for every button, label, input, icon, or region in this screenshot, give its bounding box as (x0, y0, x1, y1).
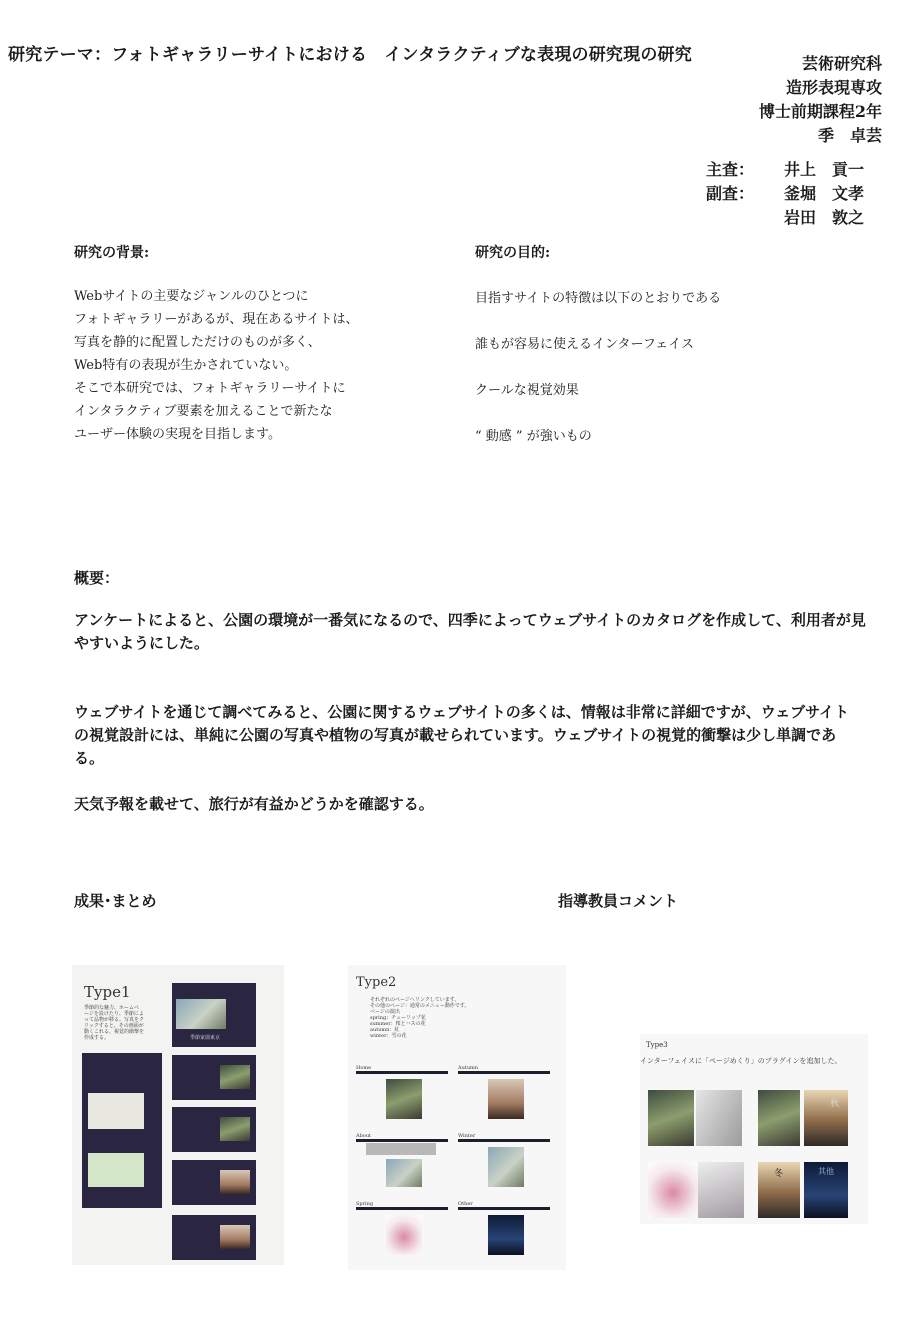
type2-page-mockup (356, 1133, 448, 1191)
purpose-line: 誰もが容易に使えるインターフェイス (475, 337, 695, 352)
background-line: 写真を静的に配置しただけのものが多く、 (74, 335, 321, 350)
park-photo (220, 1170, 250, 1194)
background-heading: 研究の背景: (74, 245, 150, 261)
results-heading: 成果･まとめ (74, 892, 157, 910)
purpose-list (475, 287, 855, 471)
type1-figure (72, 965, 284, 1265)
page-header-bar (458, 1071, 550, 1074)
type3-photo (648, 1090, 694, 1146)
type3-photo (804, 1162, 848, 1218)
deputy-examiner-name: 岩田 敦之 (784, 208, 865, 227)
background-text (74, 285, 404, 446)
advisor-comment-heading: 指導教員コメント (558, 892, 679, 910)
type2-desc-line: それぞれのページへリンクしています。 (370, 997, 460, 1003)
page-section-label: Home (356, 1065, 372, 1071)
season-glyph: 冬 (774, 1169, 784, 1179)
screenshot-caption: 季節家園東京 (190, 1035, 221, 1041)
affiliation-graduate-school: 芸術研究科 (801, 54, 882, 73)
purpose-line: 目指すサイトの特徴は以下のとおりである (475, 291, 722, 306)
spacer (706, 206, 784, 230)
type1-screenshot (172, 1215, 256, 1260)
type2-description (370, 997, 520, 1039)
chief-examiner-name: 井上 貢一 (784, 160, 865, 179)
type3-photo (758, 1090, 800, 1146)
type1-screenshot (172, 1055, 256, 1100)
type2-page-mockup (458, 1065, 550, 1123)
type3-description: インターフェイスに「ページめくり」のプラグインを追加した。 (640, 1057, 842, 1065)
overview-paragraph: アンケートによると、公園の環境が一番気になるので、四季によってウェブサイトのカタログを作成して、利用者が見やすいようにした。 (74, 611, 866, 652)
chief-examiner-label: 主査： (706, 160, 755, 179)
page-section-label: Other (458, 1201, 473, 1207)
type2-desc-line: その他のページ：通常のメニュー動作です。 (370, 1003, 470, 1009)
page-section-label: About (356, 1133, 372, 1139)
page-photo (488, 1147, 524, 1187)
page-content-block (366, 1143, 436, 1155)
page-section-label: Autumn (458, 1065, 479, 1071)
type1-label: Type1 (84, 983, 131, 1001)
park-photo (220, 1117, 250, 1141)
map-image (88, 1093, 144, 1129)
page-photo (386, 1079, 422, 1119)
page-header-bar (458, 1207, 550, 1210)
deputy-examiner-label: 副査： (706, 184, 755, 203)
purpose-line: “ 動感 ” が強いもの (475, 429, 592, 444)
background-line: Webサイトの主要なジャンルのひとつに (74, 289, 309, 304)
season-glyph: 秋 (830, 1099, 840, 1109)
page-photo (488, 1079, 524, 1119)
affiliation-course: 博士前期課程2年 (758, 102, 882, 121)
park-photo (176, 999, 226, 1029)
type1-description: 季節的な魅力、ホームページを設けたり、季節によって品物が移る。写真をクリックすると、その画面が動くこれる、視覚的衝撃を作成する。 (84, 1005, 145, 1041)
page-photo (386, 1215, 422, 1255)
type2-desc-line: winter：雪の花 (370, 1033, 407, 1039)
type1-screenshot (172, 983, 256, 1047)
type3-photo (804, 1090, 848, 1146)
author-name: 季 卓芸 (817, 126, 882, 145)
type3-label: Type3 (646, 1041, 668, 1049)
overview-paragraph: 天気予報を載せて、旅行が有益かどうかを確認する。 (74, 795, 434, 813)
type3-photo (758, 1162, 800, 1218)
page-header-bar (356, 1139, 448, 1142)
park-photo (220, 1065, 250, 1089)
type3-page-flip (698, 1162, 744, 1218)
type2-desc-line: spring：チューリップ花 (370, 1015, 426, 1021)
background-line: インタラクティブ要素を加えることで新たな (74, 404, 333, 419)
background-line: フォトギャラリーがあるが、現在あるサイトは、 (74, 312, 359, 327)
type2-desc-line: ページの演出 (370, 1009, 400, 1015)
season-glyph: 其他 (818, 1167, 834, 1176)
background-line: そこで本研究では、フォトギャラリーサイトに (74, 381, 346, 396)
map-image (88, 1153, 144, 1187)
overview-paragraph: ウェブサイトを通じて調べてみると、公園に関するウェブサイトの多くは、情報は非常に詳細ですが、ウェブサイトの視覚設計には、単純に公園の写真や植物の写真が載せられています。ウェブサイトの視覚的衝撃は少し単調である。 (74, 703, 850, 767)
page-header-bar (458, 1139, 550, 1142)
background-line: ユーザー体験の実現を目指します。 (74, 427, 281, 442)
affiliation-block (759, 52, 882, 148)
affiliation-major: 造形表現専攻 (785, 78, 882, 97)
type3-figure (640, 1034, 868, 1224)
overview-heading: 概要： (74, 569, 120, 587)
type1-map-screenshot (82, 1053, 162, 1208)
deputy-examiner-name: 釜堀 文孝 (784, 184, 865, 203)
examiners-block (706, 158, 864, 230)
research-title: 研究テーマ：フォトギャラリーサイトにおける インタラクティブな表現の研究現の研究 (8, 45, 692, 65)
background-line: Web特有の表現が生かされていない。 (74, 358, 298, 373)
page-section-label: Winter (458, 1133, 476, 1139)
type2-page-mockup (356, 1201, 448, 1259)
page-header-bar (356, 1071, 448, 1074)
type2-page-mockup (356, 1065, 448, 1123)
type1-screenshot (172, 1160, 256, 1205)
type2-figure (348, 965, 566, 1270)
type3-photo (648, 1162, 698, 1218)
type2-page-mockup (458, 1201, 550, 1259)
page-section-label: Spring (356, 1201, 374, 1207)
page-photo (488, 1215, 524, 1255)
type3-page-flip (696, 1090, 742, 1146)
type1-screenshot (172, 1107, 256, 1152)
type2-desc-line: summer：桜とハスの花 (370, 1021, 426, 1027)
park-photo (220, 1225, 250, 1249)
type2-label: Type2 (356, 975, 397, 990)
page-photo (386, 1159, 422, 1187)
type2-desc-line: autumn：紅 (370, 1027, 400, 1033)
purpose-line: クールな視覚効果 (475, 383, 579, 398)
type2-page-mockup (458, 1133, 550, 1191)
purpose-heading: 研究の目的: (475, 245, 551, 261)
page-header-bar (356, 1207, 448, 1210)
